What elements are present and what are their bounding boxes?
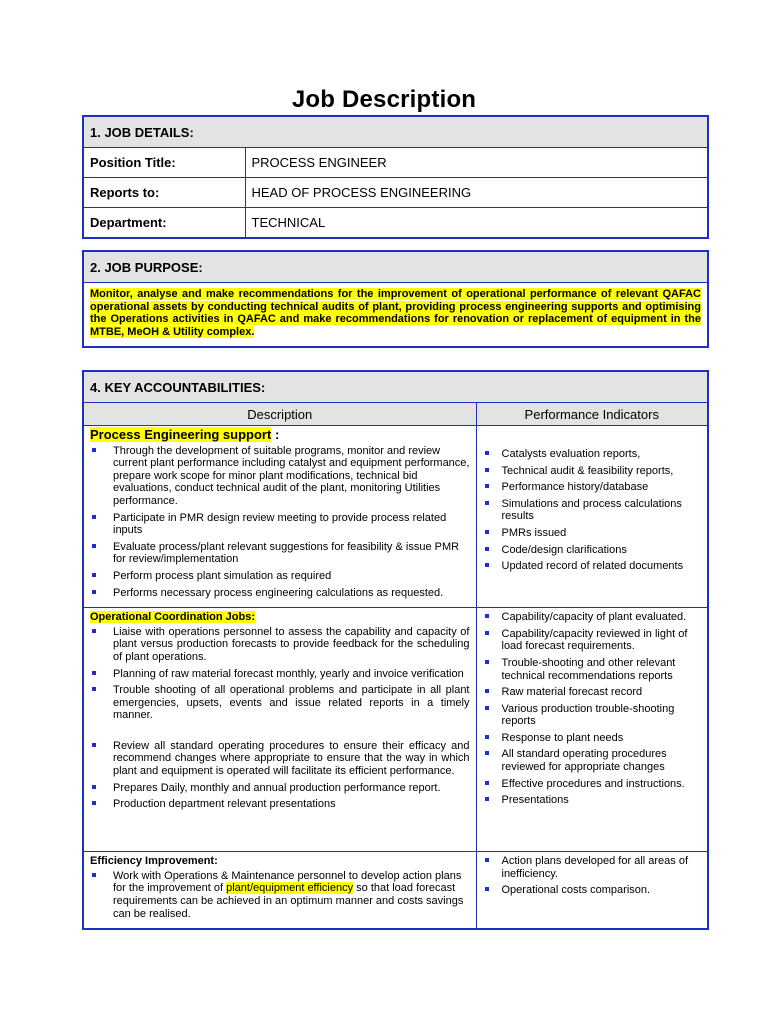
indicator-item: Capability/capacity reviewed in light of load forecast requirements. [483, 628, 702, 653]
indicator-item: Trouble-shooting and other relevant technical recommendations reports [483, 657, 702, 682]
section-title: Process Engineering support [90, 427, 272, 442]
section-title: Operational Coordination Jobs: [90, 611, 256, 624]
job-details-table [82, 115, 709, 239]
indicator-item: Code/design clarifications [483, 544, 702, 557]
job-purpose-header: 2. JOB PURPOSE: [83, 251, 708, 283]
indicator-item: Effective procedures and instructions. [483, 778, 702, 791]
page-title: Job Description [291, 86, 477, 113]
indicator-item: All standard operating procedures reviewed for appropriate changes [483, 748, 702, 773]
list-item: Liaise with operations personnel to assess the capability and capacity of plant versus production forecasts to provide feedback for the scheduling of plant operations. [90, 626, 470, 664]
department-value: TECHNICAL [245, 208, 708, 238]
indicators-column-header: Performance Indicators [476, 403, 708, 426]
item-highlight: plant/equipment efficiency [226, 882, 354, 895]
indicator-item: PMRs issued [483, 527, 702, 540]
section-operational-coordination [83, 608, 708, 852]
indicator-item: Response to plant needs [483, 732, 702, 745]
position-title-value: PROCESS ENGINEER [245, 148, 708, 178]
list-item: Evaluate process/plant relevant suggestions for feasibility & issue PMR for review/implementation [90, 541, 470, 566]
job-purpose-text: Monitor, analyse and make recommendations for the improvement of operational performance of relevant QAFAC operational assets by conducting technical audits of plant, providing process engineering supports and optimising the Operations activities in QAFAC and make recommendations for renovation or replacement of equipment in the MTBE, MeOH & Utility complex. [90, 288, 701, 338]
indicator-item: Simulations and process calculations results [483, 498, 702, 523]
list-item: Perform process plant simulation as required [90, 570, 470, 583]
list-item: Prepares Daily, monthly and annual production performance report. [90, 782, 470, 795]
list-item: Through the development of suitable programs, monitor and review current plant performance including catalyst and equipment performance, prepare work scope for minor plant modifications, technical bid evaluations, conduct technical audit of the plant, monitoring Utilities performance. [90, 445, 470, 508]
list-item: Performs necessary process engineering calculations as requested. [90, 587, 470, 600]
section-title: Efficiency Improvement: [90, 855, 218, 868]
department-label: Department: [83, 208, 245, 238]
indicator-item: Raw material forecast record [483, 686, 702, 699]
item-text: so that load forecast requirements can be achieved in an optimum manner and costs savings can be realised. [113, 882, 464, 920]
position-title-label: Position Title: [83, 148, 245, 178]
list-item [90, 870, 470, 920]
section-process-engineering [83, 426, 708, 608]
list-item: Trouble shooting of all operational problems and participate in all plant emergencies, upsets, events and issue related reports in a timely manner. [90, 684, 470, 722]
accountabilities-table [82, 370, 709, 930]
indicator-item: Technical audit & feasibility reports, [483, 465, 702, 478]
indicator-item: Operational costs comparison. [483, 884, 702, 897]
list-item: Participate in PMR design review meeting to provide process related inputs [90, 512, 470, 537]
indicator-item: Updated record of related documents [483, 560, 702, 573]
indicator-item: Action plans developed for all areas of inefficiency. [483, 855, 702, 880]
indicator-item: Various production trouble-shooting reports [483, 703, 702, 728]
item-text: Work with Operations & Maintenance personnel to develop action plans for the improvement of [113, 869, 462, 895]
section-efficiency-improvement [83, 852, 708, 929]
reports-to-value: HEAD OF PROCESS ENGINEERING [245, 178, 708, 208]
indicator-item: Capability/capacity of plant evaluated. [483, 611, 702, 624]
description-column-header: Description [83, 403, 476, 426]
indicator-item: Presentations [483, 794, 702, 807]
section-title-suffix: : [271, 427, 280, 442]
reports-to-label: Reports to: [83, 178, 245, 208]
job-details-header: 1. JOB DETAILS: [83, 116, 708, 148]
indicator-item: Performance history/database [483, 481, 702, 494]
list-item: Review all standard operating procedures to ensure their efficacy and recommend changes where appropriate to ensure that the way in which plant and equipment is operated will facilitate its efficient performance. [90, 740, 470, 778]
list-item: Planning of raw material forecast monthly, yearly and invoice verification [90, 668, 470, 681]
job-purpose-table [82, 250, 709, 348]
accountabilities-header: 4. KEY ACCOUNTABILITIES: [83, 371, 708, 403]
list-item: Production department relevant presentations [90, 798, 470, 811]
indicator-item: Catalysts evaluation reports, [483, 448, 702, 461]
